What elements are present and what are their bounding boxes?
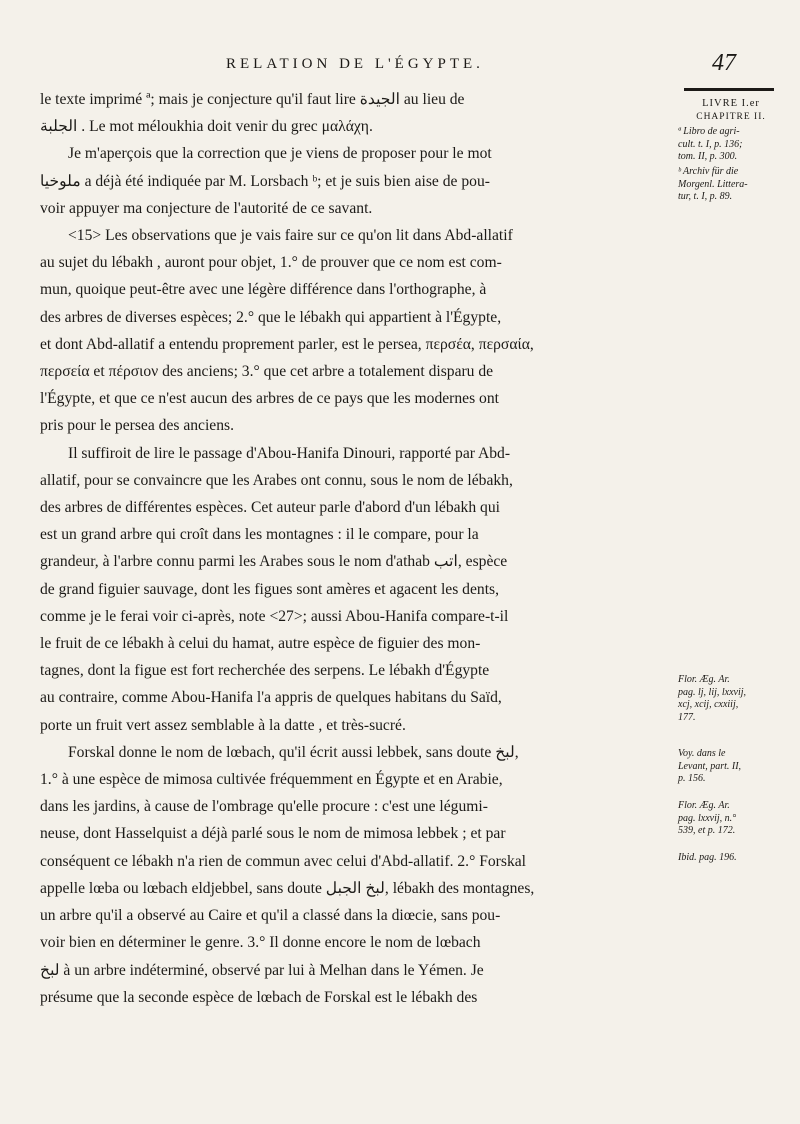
text-line: et dont Abd-allatif a entendu proprement parler, est le persea, περσέα, περσαία,: [40, 335, 534, 353]
sidenote-line: Ibid. pag. 196.: [678, 852, 737, 863]
text-line: tagnes, dont la figue est fort recherchée des serpens. Le lébakh d'Égypte: [40, 662, 490, 680]
paragraph-1: [40, 86, 664, 222]
sidenote-line: Voy. dans le: [678, 748, 726, 759]
text-line: dans les jardins, à cause de l'ombrage qu'elle procure : c'est une légumi-: [40, 798, 488, 816]
paragraph-4: [40, 739, 664, 1011]
sidenote-line: Flor. Æg. Ar.: [678, 800, 730, 811]
chapter-heading: [678, 98, 784, 123]
page-number: 47: [712, 50, 736, 76]
text-line: Je m'aperçois que la correction que je viens de proposer pour le mot: [68, 145, 492, 163]
text-line: pris pour le persea des anciens.: [40, 417, 234, 435]
sidenote-line: Flor. Æg. Ar.: [678, 674, 730, 685]
text-line: neuse, dont Hasselquist a déjà parlé sous le nom de mimosa lebbek ; et par: [40, 825, 506, 843]
text-line: mun, quoique peut-être avec une légère différence dans l'orthographe, à: [40, 281, 487, 299]
sidenote-line: Levant, part. II,: [678, 760, 742, 772]
sidenote-line: CHAPITRE II.: [696, 111, 766, 122]
sidenote-line: ª Libro de agri-: [678, 126, 740, 137]
sidenote-ibid: [678, 852, 798, 865]
text-line: allatif, pour se convaincre que les Arabes ont connu, sous le nom de lébakh,: [40, 471, 513, 489]
margin-rule: [684, 88, 774, 91]
sidenote-line: pag. lj, lij, lxxvij,: [678, 686, 747, 698]
text-line: le texte imprimé ª; mais je conjecture qu'il faut lire ﺍﻟﺠﻴﺪﺓ au lieu de: [40, 91, 465, 108]
sidenote-line: Morgenl. Littera-: [678, 178, 748, 190]
sidenote-line: 177.: [678, 711, 696, 723]
text-line: 1.° à une espèce de mimosa cultivée fréquemment en Égypte et en Arabie,: [40, 771, 503, 789]
text-line: conséquent ce lébakh n'a rien de commun avec celui d'Abd-allatif. 2.° Forskal: [40, 852, 526, 870]
sidenote-line: LIVRE I.er: [702, 98, 760, 109]
text-line: porte un fruit vert assez semblable à la datte , et très-sucré.: [40, 716, 406, 734]
sidenote-voyage: [678, 748, 798, 786]
sidenote-b: [678, 166, 798, 204]
text-line: appelle lœba ou lœbach eldjebbel, sans doute ﻟﺒﺦ ﺍﻟﺠﺒﻞ, lébakh des montagnes,: [40, 879, 535, 897]
text-line: περσεία et πέρσιον des anciens; 3.° que cet arbre a totalement disparu de: [40, 363, 494, 381]
text-line: des arbres de diverses espèces; 2.° que le lébakh qui appartient à l'Égypte,: [40, 308, 502, 326]
text-line: le fruit de ce lébakh à celui du hamat, autre espèce de figuier des mon-: [40, 635, 481, 653]
running-title: RELATION DE L'ÉGYPTE.: [226, 56, 484, 72]
text-line: ﻟﺒﺦ à un arbre indéterminé, observé par lui à Melhan dans le Yémen. Je: [40, 961, 484, 979]
text-line: ﺍﻟﺠﻠﺒﺔ . Le mot méloukhia doit venir du grec μαλάχη.: [40, 118, 373, 136]
text-line: au contraire, comme Abou-Hanifa l'a appris de quelques habitans du Saïd,: [40, 689, 502, 707]
sidenote-line: p. 156.: [678, 773, 706, 784]
sidenote-a: [678, 126, 798, 164]
text-line: de grand figuier sauvage, dont les figues sont amères et agacent les dents,: [40, 580, 499, 598]
text-line: présume que la seconde espèce de lœbach de Forskal est le lébakh des: [40, 988, 478, 1006]
text-line: des arbres de différentes espèces. Cet auteur parle d'abord d'un lébakh qui: [40, 499, 500, 517]
sidenote-line: xcj, xcij, cxxiij,: [678, 699, 739, 710]
sidenote-line: pag. lxxvij, n.°: [678, 812, 737, 824]
sidenote-flor-1: [678, 674, 798, 724]
paragraph-3: [40, 440, 664, 739]
text-line: Forskal donne le nom de lœbach, qu'il écrit aussi lebbek, sans doute ﻟﺒﺦ,: [68, 743, 519, 761]
sidenote-line: tur, t. I, p. 89.: [678, 191, 733, 202]
text-line: <15> Les observations que je vais faire sur ce qu'on lit dans Abd-allatif: [68, 227, 513, 245]
sidenote-line: 539, et p. 172.: [678, 825, 736, 836]
main-text: [40, 86, 664, 1011]
text-line: Il suffiroit de lire le passage d'Abou-Hanifa Dinouri, rapporté par Abd-: [68, 444, 511, 462]
text-line: l'Égypte, et que ce n'est aucun des arbres de ce pays que les modernes ont: [40, 390, 499, 408]
paragraph-2: [40, 222, 664, 440]
text-line: grandeur, à l'arbre connu parmi les Arabes sous le nom d'athab ﺍﺗﺐ, espèce: [40, 553, 508, 571]
text-line: voir bien en déterminer le genre. 3.° Il donne encore le nom de lœbach: [40, 934, 481, 952]
sidenote-flor-2: [678, 800, 798, 838]
sidenote-line: tom. II, p. 300.: [678, 151, 738, 162]
sidenote-line: cult. t. I, p. 136;: [678, 138, 743, 150]
text-line: est un grand arbre qui croît dans les montagnes : il le compare, pour la: [40, 526, 479, 544]
text-line: ﻣﻠﻮﺧﻴﺎ a déjà été indiquée par M. Lorsbach ᵇ; et je suis bien aise de pou-: [40, 172, 490, 190]
page-header: [226, 50, 736, 84]
text-line: voir appuyer ma conjecture de l'autorité de ce savant.: [40, 199, 373, 217]
text-line: au sujet du lébakh , auront pour objet, 1.° de prouver que ce nom est com-: [40, 254, 502, 272]
text-line: comme je le ferai voir ci-après, note <27>; aussi Abou-Hanifa compare-t-il: [40, 607, 509, 625]
text-line: un arbre qu'il a observé au Caire et qu'il a classé dans la diœcie, sans pou-: [40, 907, 501, 925]
sidenote-line: ᵇ Archiv für die: [678, 166, 739, 177]
